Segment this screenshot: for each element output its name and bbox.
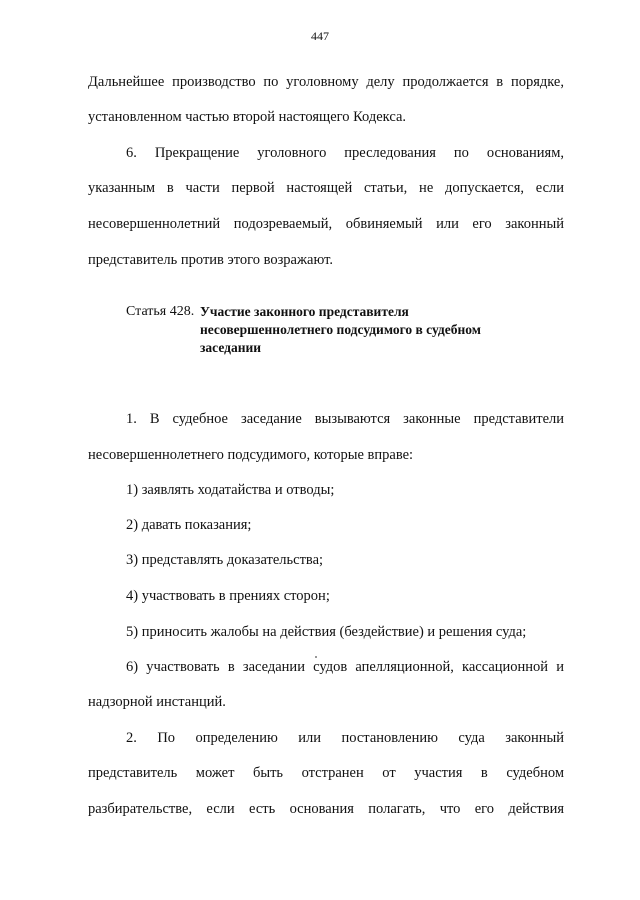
list-item-3: 3) представлять доказательства; [126,552,324,568]
part-2-line-3: разбирательстве, если есть основания полагать, что его действия [88,801,564,817]
part-2-line-2: представитель может быть отстранен от участия в судебном [88,765,564,781]
part-6-line-1: 6. Прекращение уголовного преследования по основаниям, [126,145,564,161]
list-item-6-line-1: 6) участвовать в заседании судов апелляционной, кассационной и [126,659,564,675]
part-6-line-3: несовершеннолетний подозреваемый, обвиняемый или его законный [88,216,564,232]
part-6-line-2: указанным в части первой настоящей статьи, не допускается, если [88,180,564,196]
list-item-2: 2) давать показания; [126,517,252,533]
list-item-6-line-2: надзорной инстанций. [88,694,226,710]
part-1-line-1: 1. В судебное заседание вызываются законные представители [126,411,564,427]
article-title [200,303,481,357]
list-item-4: 4) участвовать в прениях сторон; [126,588,330,604]
part-6-line-4: представитель против этого возражают. [88,252,333,268]
article-number: Статья 428. [126,304,195,319]
intro-line-2: установленном частью второй настоящего Кодекса. [88,109,407,125]
list-item-1: 1) заявлять ходатайства и отводы; [126,482,335,498]
list-item-5: 5) приносить жалобы на действия (бездействие) и решения суда; [126,624,527,640]
article-title-line-1: Участие законного представителя [200,304,409,319]
part-1-line-2: несовершеннолетнего подсудимого, которые вправе: [88,447,414,463]
article-title-line-2: несовершеннолетнего подсудимого в судебном [200,322,481,337]
intro-line-1: Дальнейшее производство по уголовному делу продолжается в порядке, [88,74,564,90]
page-number: 447 [311,29,329,43]
part-2-line-1: 2. По определению или постановлению суда законный [126,730,564,746]
article-title-line-3: заседании [200,340,262,355]
